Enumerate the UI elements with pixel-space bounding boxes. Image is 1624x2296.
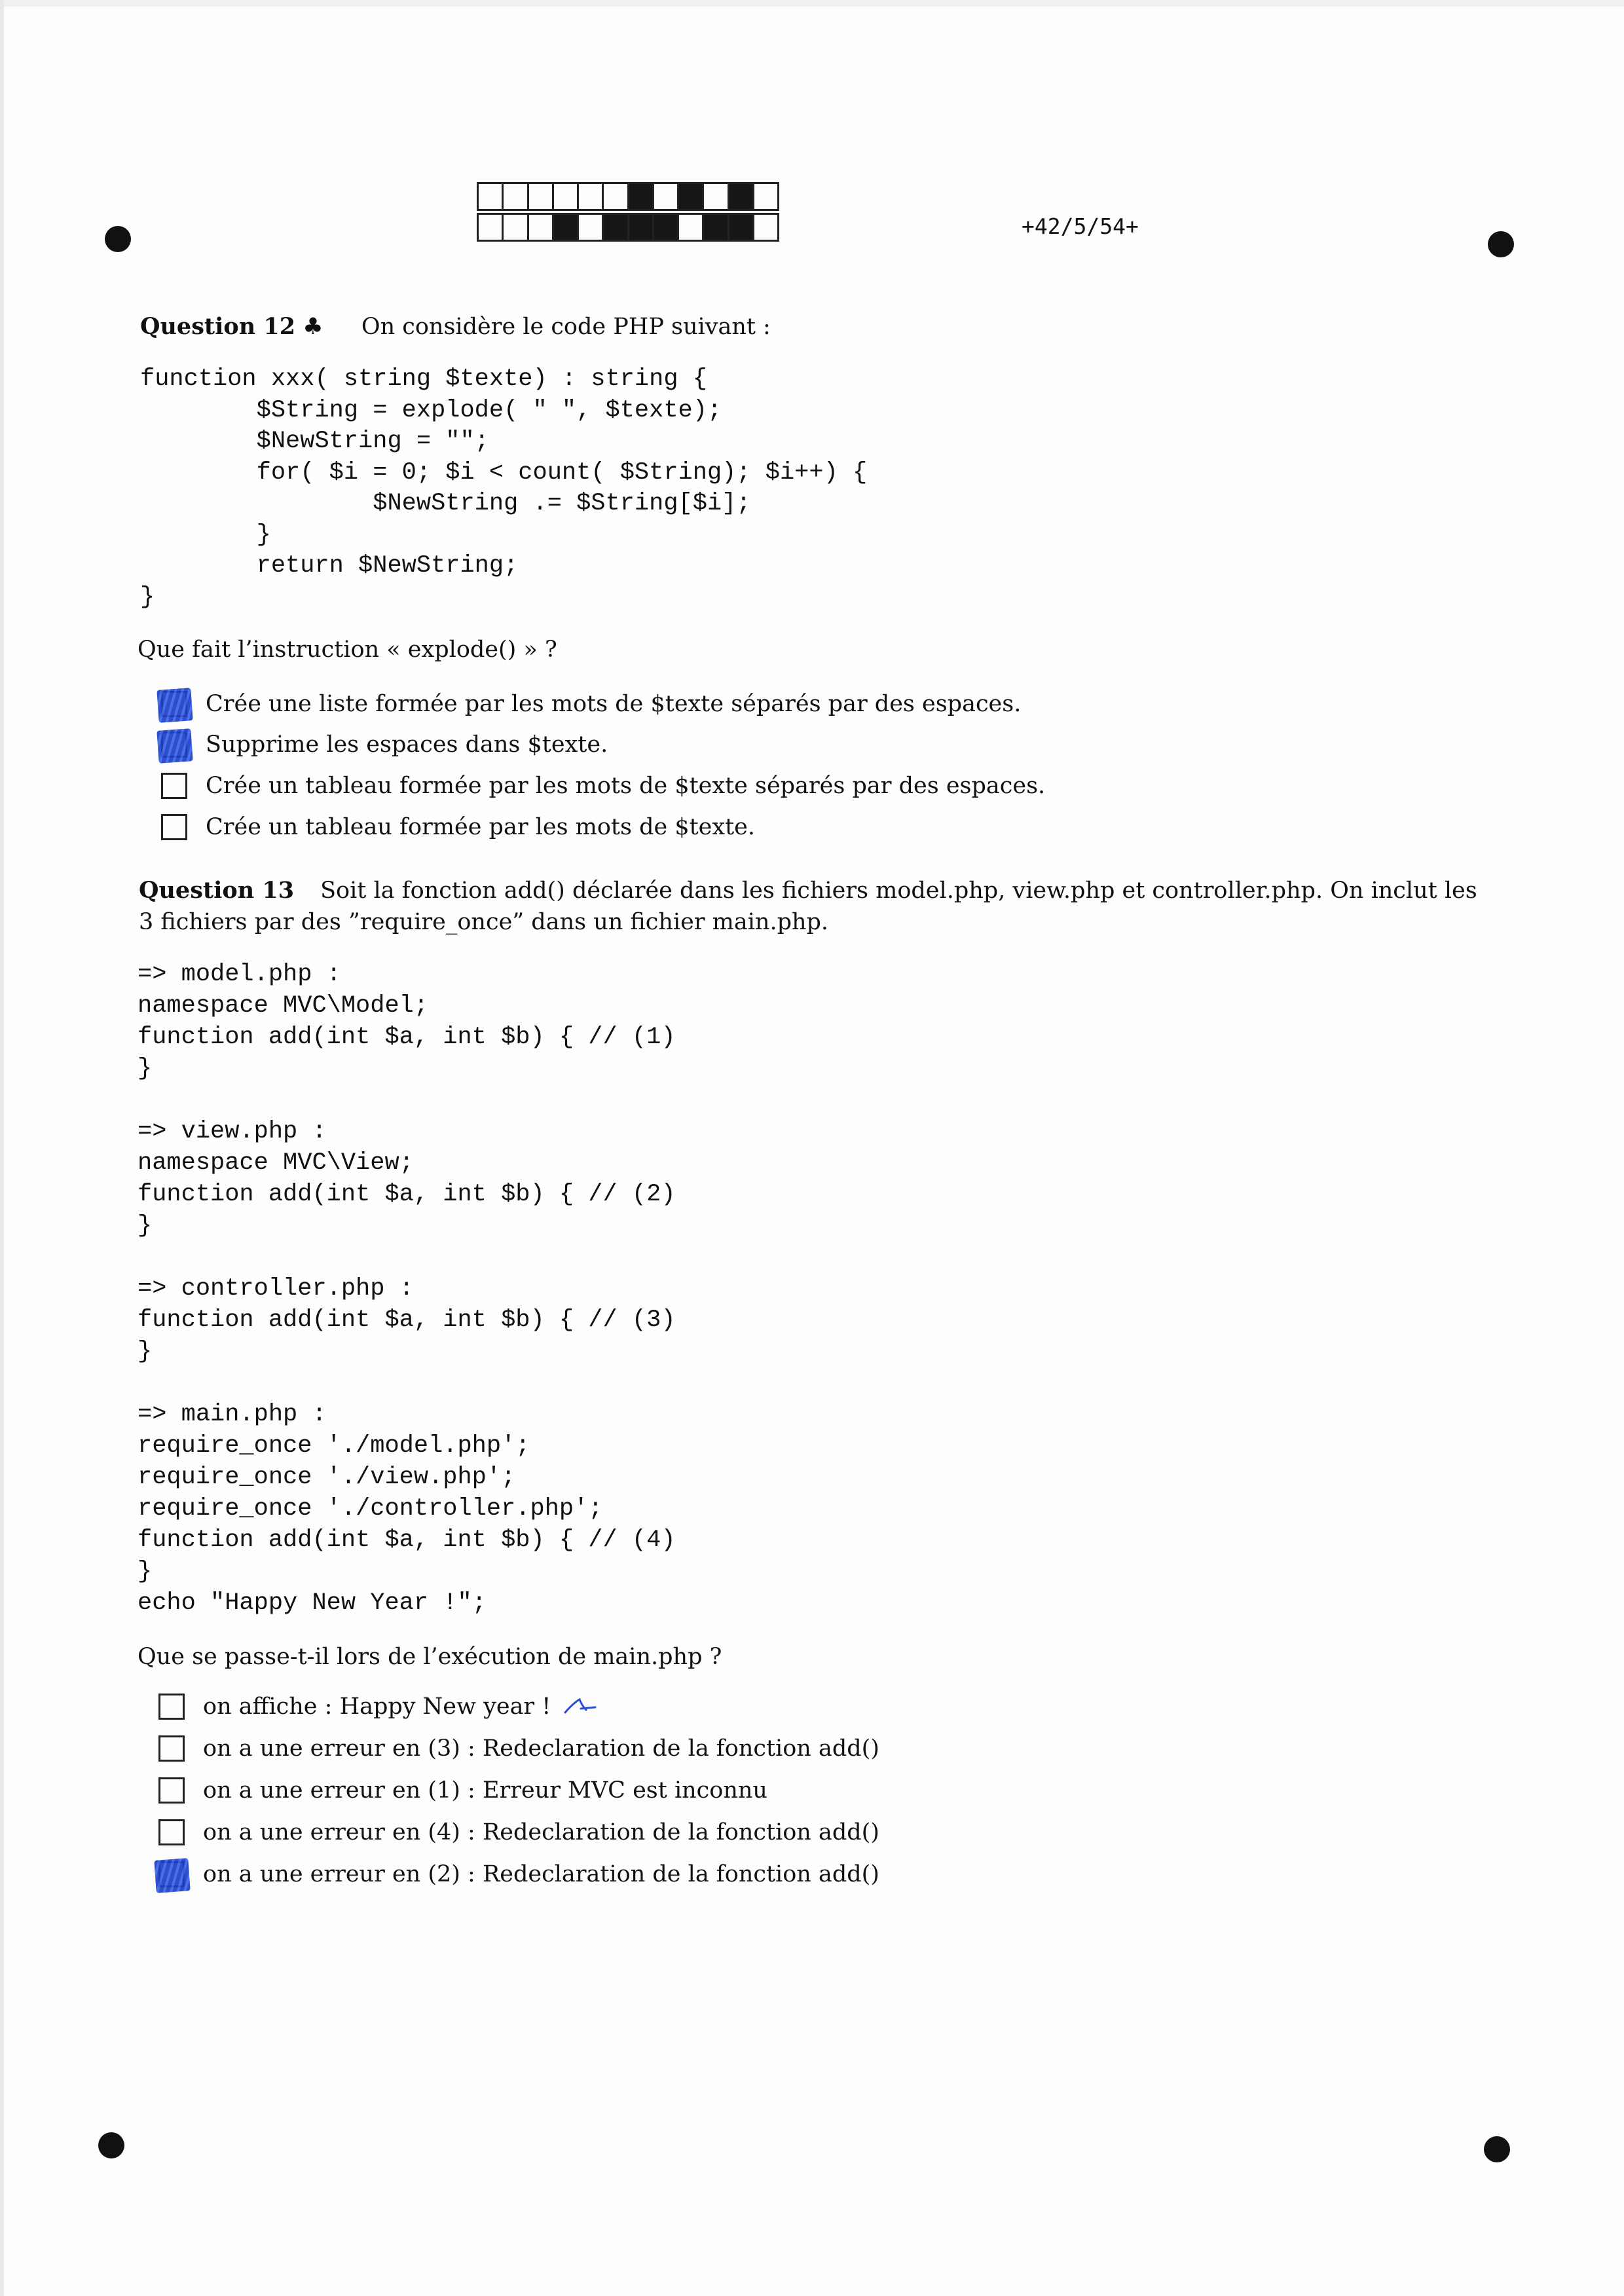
- barcode-bottom: [477, 213, 779, 242]
- bc-top-cell: [504, 184, 528, 209]
- q13-option-4-checkbox[interactable]: [158, 1819, 185, 1845]
- question-12-header: [140, 313, 771, 340]
- q12-option-1[interactable]: [161, 691, 1021, 717]
- q12-option-1-checkbox[interactable]: [161, 691, 187, 717]
- registration-mark-bottom-right: [1484, 2136, 1510, 2162]
- bc-bottom-cell: [479, 215, 504, 240]
- pen-tick-mark-icon: [563, 1697, 598, 1716]
- bc-bottom-cell: [729, 215, 754, 240]
- bc-top-cell: [479, 184, 504, 209]
- bc-bottom-cell: [604, 215, 629, 240]
- q13-option-2[interactable]: [158, 1735, 879, 1762]
- q13-option-5[interactable]: [158, 1861, 879, 1887]
- q13-option-5-label: on a une erreur en (2) : Redeclaration de la fonction add(): [203, 1861, 879, 1887]
- bc-bottom-cell: [754, 215, 777, 240]
- registration-mark-bottom-left: [98, 2132, 124, 2158]
- bc-top-cell: [604, 184, 629, 209]
- bc-bottom-cell: [554, 215, 579, 240]
- question-13-header: [139, 875, 1488, 938]
- page-identifier: +42/5/54+: [1022, 213, 1139, 239]
- question-12-prompt: Que fait l’instruction « explode() » ?: [138, 637, 557, 663]
- bc-top-cell: [579, 184, 604, 209]
- bc-top-cell: [529, 184, 554, 209]
- question-13-intro: Soit la fonction add() déclarée dans les fichiers model.php, view.php et controller.php. On inclut les 3 fichiers par des ”require_once” dans un fichier main.php.: [139, 878, 1477, 935]
- bc-top-cell: [629, 184, 654, 209]
- q13-option-3-label: on a une erreur en (1) : Erreur MVC est inconnu: [203, 1777, 767, 1804]
- bc-bottom-cell: [504, 215, 528, 240]
- q13-option-1-checkbox[interactable]: [158, 1694, 185, 1720]
- q12-option-4[interactable]: [161, 814, 755, 840]
- q13-option-5-checkbox[interactable]: [158, 1861, 185, 1887]
- bc-bottom-cell: [679, 215, 704, 240]
- barcode-top: [477, 182, 779, 211]
- q13-option-4-label: on a une erreur en (4) : Redeclaration de la fonction add(): [203, 1819, 879, 1845]
- bc-bottom-cell: [704, 215, 729, 240]
- bc-top-cell: [754, 184, 777, 209]
- q12-option-4-checkbox[interactable]: [161, 814, 187, 840]
- question-13-prompt: Que se passe-t-il lors de l’exécution de main.php ?: [138, 1644, 722, 1670]
- bc-bottom-cell: [629, 215, 654, 240]
- registration-mark-top-left: [105, 226, 131, 252]
- question-12-label: Question 12: [140, 313, 296, 340]
- registration-mark-top-right: [1488, 231, 1514, 257]
- bc-bottom-cell: [579, 215, 604, 240]
- q13-option-1-label: on affiche : Happy New year !: [203, 1694, 551, 1720]
- q12-option-2[interactable]: [161, 731, 608, 758]
- q13-option-3-checkbox[interactable]: [158, 1777, 185, 1804]
- bc-bottom-cell: [654, 215, 679, 240]
- bc-top-cell: [729, 184, 754, 209]
- q13-option-3[interactable]: [158, 1777, 767, 1804]
- q12-option-3-checkbox[interactable]: [161, 773, 187, 799]
- bc-top-cell: [704, 184, 729, 209]
- q13-option-2-label: on a une erreur en (3) : Redeclaration de la fonction add(): [203, 1735, 879, 1762]
- bc-bottom-cell: [529, 215, 554, 240]
- q13-option-1[interactable]: [158, 1694, 598, 1720]
- q12-option-2-label: Supprime les espaces dans $texte.: [206, 731, 608, 758]
- q12-option-3[interactable]: [161, 773, 1045, 799]
- scan-border-top: [0, 0, 1624, 7]
- bc-top-cell: [554, 184, 579, 209]
- bc-top-cell: [654, 184, 679, 209]
- q12-option-4-label: Crée un tableau formée par les mots de $texte.: [206, 814, 756, 840]
- club-icon: ♣: [303, 314, 323, 340]
- question-13-label: Question 13: [139, 877, 295, 904]
- question-12-intro: On considère le code PHP suivant :: [361, 314, 771, 340]
- q12-option-2-checkbox[interactable]: [161, 731, 187, 758]
- question-12-code: function xxx( string $texte) : string { $String = explode( " ", $texte); $NewString = ""; for( $i = 0; $i < count( $String); $i++) { $NewString .= $String[$i]; } return $NewString; }: [140, 365, 868, 611]
- q12-option-3-label: Crée un tableau formée par les mots de $texte séparés par des espaces.: [206, 773, 1046, 799]
- bc-top-cell: [679, 184, 704, 209]
- scan-border-left: [0, 0, 4, 2296]
- q13-option-4[interactable]: [158, 1819, 879, 1845]
- question-13-code: => model.php : namespace MVC\Model; function add(int $a, int $b) { // (1) } => view.php : namespace MVC\View; function add(int $a, int $b) { // (2) } => controller.php : function add(int $a, int $b) { // (3) } => main.php : require_once './model.php'; require_once './view.php'; require_once './controller.php'; function add(int $a, int $b) { // (4) } echo "Happy New Year !";: [138, 961, 676, 1617]
- q12-option-1-label: Crée une liste formée par les mots de $texte séparés par des espaces.: [206, 691, 1022, 717]
- q13-option-2-checkbox[interactable]: [158, 1735, 185, 1762]
